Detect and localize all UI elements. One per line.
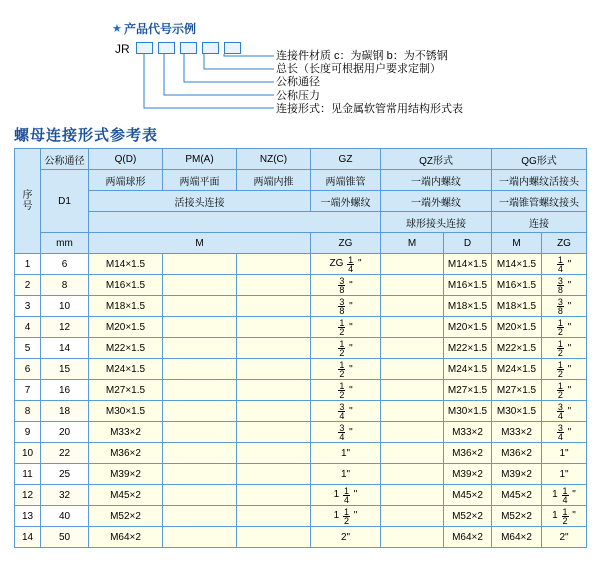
cell-pma	[163, 401, 237, 422]
cell-qz-d: M24×1.5	[444, 359, 492, 380]
cell-qz-m	[381, 275, 444, 296]
header-D: D	[444, 233, 492, 254]
cell-gz: 1 $\frac{1}{4}$ "	[311, 485, 381, 506]
cell-dn: 50	[41, 527, 89, 548]
table-head	[15, 149, 587, 254]
header-mm: mm	[41, 233, 89, 254]
cell-qz-m	[381, 254, 444, 275]
cell-seq: 14	[15, 527, 41, 548]
cell-seq: 3	[15, 296, 41, 317]
cell-gz: $\frac{1}{2}$ "	[311, 380, 381, 401]
header-gz: GZ	[311, 149, 381, 170]
header-qg-taper-joint: 一端锥管螺纹接头	[492, 191, 587, 212]
cell-qg-zg: $\frac{1}{2}$ "	[542, 338, 587, 359]
cell-pma	[163, 359, 237, 380]
cell-qd: M52×2	[89, 506, 163, 527]
cell-qg-m: M27×1.5	[492, 380, 542, 401]
cell-qz-m	[381, 506, 444, 527]
cell-qg-zg: 1 $\frac{1}{2}$ "	[542, 506, 587, 527]
cell-dn: 40	[41, 506, 89, 527]
table-row	[15, 506, 587, 527]
table-row	[15, 443, 587, 464]
table-row	[15, 401, 587, 422]
header-seq-char2: 号	[22, 201, 33, 212]
cell-seq: 1	[15, 254, 41, 275]
cell-pma	[163, 485, 237, 506]
cell-qz-d: M22×1.5	[444, 338, 492, 359]
cell-dn: 6	[41, 254, 89, 275]
cell-seq: 7	[15, 380, 41, 401]
cell-pma	[163, 254, 237, 275]
cell-nzc	[237, 506, 311, 527]
cell-nzc	[237, 380, 311, 401]
cell-gz: $\frac{3}{8}$ "	[311, 296, 381, 317]
header-nz-desc: 两端内推	[237, 170, 311, 191]
cell-dn: 14	[41, 338, 89, 359]
header-union-connect-2: 一端外螺纹	[311, 191, 381, 212]
cell-gz: ZG $\frac{1}{4}$ "	[311, 254, 381, 275]
cell-qz-d: M33×2	[444, 422, 492, 443]
header-dn: 公称通径	[41, 149, 89, 170]
cell-gz: 2"	[311, 527, 381, 548]
cell-gz: 1"	[311, 443, 381, 464]
cell-pma	[163, 464, 237, 485]
cell-gz: $\frac{3}{4}$ "	[311, 422, 381, 443]
header-M-3: M	[492, 233, 542, 254]
header-d1: D1	[58, 195, 71, 207]
cell-dn: 22	[41, 443, 89, 464]
cell-qz-m	[381, 401, 444, 422]
cell-dn: 16	[41, 380, 89, 401]
table-body	[15, 254, 587, 548]
cell-seq: 10	[15, 443, 41, 464]
header-blank-span	[89, 212, 381, 233]
cell-nzc	[237, 422, 311, 443]
header-row-1	[15, 149, 587, 170]
cell-pma	[163, 338, 237, 359]
cell-qd: M27×1.5	[89, 380, 163, 401]
cell-qg-m: M14×1.5	[492, 254, 542, 275]
cell-pma	[163, 506, 237, 527]
code-prefix: JR	[115, 42, 130, 56]
cell-nzc	[237, 254, 311, 275]
header-qz: QZ形式	[381, 149, 492, 170]
cell-pma	[163, 527, 237, 548]
table-row	[15, 485, 587, 506]
cell-qz-d: M39×2	[444, 464, 492, 485]
header-row-5	[15, 233, 587, 254]
header-ZG-2: ZG	[542, 233, 587, 254]
cell-qz-d: M14×1.5	[444, 254, 492, 275]
cell-pma	[163, 380, 237, 401]
cell-gz: $\frac{1}{2}$ "	[311, 338, 381, 359]
code-label-nominal-diameter: 公称通径	[276, 76, 320, 89]
table-row	[15, 464, 587, 485]
table-row	[15, 380, 587, 401]
cell-dn: 32	[41, 485, 89, 506]
code-label-nominal-pressure: 公称压力	[276, 89, 320, 102]
cell-qz-d: M16×1.5	[444, 275, 492, 296]
cell-qz-m	[381, 338, 444, 359]
table-row	[15, 317, 587, 338]
header-connect: 连接	[492, 212, 587, 233]
cell-qz-m	[381, 485, 444, 506]
cell-qz-d: M36×2	[444, 443, 492, 464]
header-M-1: M	[89, 233, 311, 254]
cell-qz-d: M20×1.5	[444, 317, 492, 338]
nut-connection-table	[14, 148, 587, 548]
cell-qd: M18×1.5	[89, 296, 163, 317]
cell-seq: 4	[15, 317, 41, 338]
cell-nzc	[237, 401, 311, 422]
cell-qg-zg: $\frac{1}{2}$ "	[542, 317, 587, 338]
cell-qg-m: M24×1.5	[492, 359, 542, 380]
cell-seq: 12	[15, 485, 41, 506]
header-qz-ext-thread: 一端外螺纹	[381, 191, 492, 212]
cell-qg-m: M22×1.5	[492, 338, 542, 359]
cell-seq: 9	[15, 422, 41, 443]
cell-qg-m: M18×1.5	[492, 296, 542, 317]
cell-qg-zg: $\frac{1}{2}$ "	[542, 380, 587, 401]
cell-qz-m	[381, 317, 444, 338]
product-code-diagram	[0, 0, 600, 118]
cell-dn: 25	[41, 464, 89, 485]
header-row-3	[15, 191, 587, 212]
cell-gz: $\frac{1}{2}$ "	[311, 359, 381, 380]
cell-seq: 6	[15, 359, 41, 380]
header-qg: QG形式	[492, 149, 587, 170]
cell-nzc	[237, 275, 311, 296]
cell-qg-zg: 2"	[542, 527, 587, 548]
cell-qz-d: M45×2	[444, 485, 492, 506]
cell-qz-m	[381, 359, 444, 380]
cell-seq: 13	[15, 506, 41, 527]
cell-dn: 10	[41, 296, 89, 317]
cell-gz: $\frac{1}{2}$ "	[311, 317, 381, 338]
cell-qd: M24×1.5	[89, 359, 163, 380]
code-label-length: 总长（长度可根据用户要求定制）	[276, 63, 441, 76]
cell-seq: 2	[15, 275, 41, 296]
cell-qz-m	[381, 443, 444, 464]
cell-seq: 11	[15, 464, 41, 485]
cell-dn: 18	[41, 401, 89, 422]
header-row-2	[15, 170, 587, 191]
table-row	[15, 338, 587, 359]
cell-qd: M64×2	[89, 527, 163, 548]
header-dn-sub	[41, 170, 89, 233]
cell-qg-m: M39×2	[492, 464, 542, 485]
cell-gz: 1 $\frac{1}{2}$ "	[311, 506, 381, 527]
cell-qg-zg: 1"	[542, 464, 587, 485]
cell-qg-m: M45×2	[492, 485, 542, 506]
table-row	[15, 254, 587, 275]
cell-qz-d: M30×1.5	[444, 401, 492, 422]
cell-gz: $\frac{3}{8}$ "	[311, 275, 381, 296]
cell-dn: 20	[41, 422, 89, 443]
header-M-2: M	[381, 233, 444, 254]
table-row	[15, 422, 587, 443]
star-icon: ★	[112, 23, 122, 35]
cell-qg-zg: 1"	[542, 443, 587, 464]
cell-pma	[163, 275, 237, 296]
cell-gz: $\frac{3}{4}$ "	[311, 401, 381, 422]
table-row	[15, 359, 587, 380]
table-row	[15, 275, 587, 296]
cell-qg-zg: $\frac{3}{8}$ "	[542, 275, 587, 296]
cell-qd: M20×1.5	[89, 317, 163, 338]
cell-pma	[163, 443, 237, 464]
cell-qg-m: M52×2	[492, 506, 542, 527]
cell-dn: 12	[41, 317, 89, 338]
cell-seq: 8	[15, 401, 41, 422]
cell-nzc	[237, 443, 311, 464]
page-title: 螺母连接形式参考表	[14, 127, 159, 144]
code-label-material: 连接件材质 c：为碳钢 b：为不锈钢	[276, 50, 448, 62]
cell-qz-d: M52×2	[444, 506, 492, 527]
cell-pma	[163, 296, 237, 317]
cell-qg-zg: 1 $\frac{1}{4}$ "	[542, 485, 587, 506]
cell-nzc	[237, 464, 311, 485]
cell-qd: M33×2	[89, 422, 163, 443]
cell-qg-zg: $\frac{3}{8}$ "	[542, 296, 587, 317]
cell-qg-zg: $\frac{3}{4}$ "	[542, 422, 587, 443]
cell-qd: M45×2	[89, 485, 163, 506]
header-qd: Q(D)	[89, 149, 163, 170]
cell-qg-m: M30×1.5	[492, 401, 542, 422]
cell-seq: 5	[15, 338, 41, 359]
cell-qd: M16×1.5	[89, 275, 163, 296]
header-seq-char1: 序	[22, 190, 33, 201]
cell-qz-m	[381, 464, 444, 485]
cell-nzc	[237, 338, 311, 359]
header-pma: PM(A)	[163, 149, 237, 170]
cell-qg-m: M36×2	[492, 443, 542, 464]
table-row	[15, 296, 587, 317]
cell-nzc	[237, 296, 311, 317]
cell-qz-m	[381, 527, 444, 548]
cell-dn: 8	[41, 275, 89, 296]
cell-qz-m	[381, 422, 444, 443]
nut-connection-table-wrapper	[14, 148, 586, 548]
cell-qg-m: M33×2	[492, 422, 542, 443]
cell-qd: M30×1.5	[89, 401, 163, 422]
cell-pma	[163, 317, 237, 338]
table-row	[15, 527, 587, 548]
cell-nzc	[237, 485, 311, 506]
header-union-connect: 活接头连接	[89, 191, 311, 212]
cell-qz-d: M64×2	[444, 527, 492, 548]
cell-nzc	[237, 527, 311, 548]
cell-qz-m	[381, 380, 444, 401]
header-pm-desc: 两端平面	[163, 170, 237, 191]
header-row-4	[15, 212, 587, 233]
cell-gz: 1"	[311, 464, 381, 485]
cell-nzc	[237, 317, 311, 338]
cell-qd: M36×2	[89, 443, 163, 464]
cell-qg-m: M16×1.5	[492, 275, 542, 296]
header-qg-desc: 一端内螺纹活接头	[492, 170, 587, 191]
cell-qz-d: M18×1.5	[444, 296, 492, 317]
header-seq	[15, 149, 41, 254]
header-gz-desc: 两端锥管	[311, 170, 381, 191]
cell-qg-zg: $\frac{1}{2}$ "	[542, 359, 587, 380]
cell-qg-zg: $\frac{1}{4}$ "	[542, 254, 587, 275]
header-q-desc: 两端球形	[89, 170, 163, 191]
code-label-connection-type: 连接形式：见金属软管常用结构形式表	[276, 102, 463, 115]
cell-qg-m: M20×1.5	[492, 317, 542, 338]
header-qz-desc: 一端内螺纹	[381, 170, 492, 191]
cell-qg-zg: $\frac{3}{4}$ "	[542, 401, 587, 422]
code-diagram-title: 产品代号示例	[124, 22, 197, 36]
header-nzc: NZ(C)	[237, 149, 311, 170]
cell-qd: M39×2	[89, 464, 163, 485]
cell-qd: M22×1.5	[89, 338, 163, 359]
cell-qz-d: M27×1.5	[444, 380, 492, 401]
cell-qd: M14×1.5	[89, 254, 163, 275]
cell-qg-m: M64×2	[492, 527, 542, 548]
cell-qz-m	[381, 296, 444, 317]
header-ball-joint-connect: 球形接头连接	[381, 212, 492, 233]
cell-nzc	[237, 359, 311, 380]
header-ZG-1: ZG	[311, 233, 381, 254]
cell-dn: 15	[41, 359, 89, 380]
code-label-list	[276, 50, 463, 116]
cell-pma	[163, 422, 237, 443]
